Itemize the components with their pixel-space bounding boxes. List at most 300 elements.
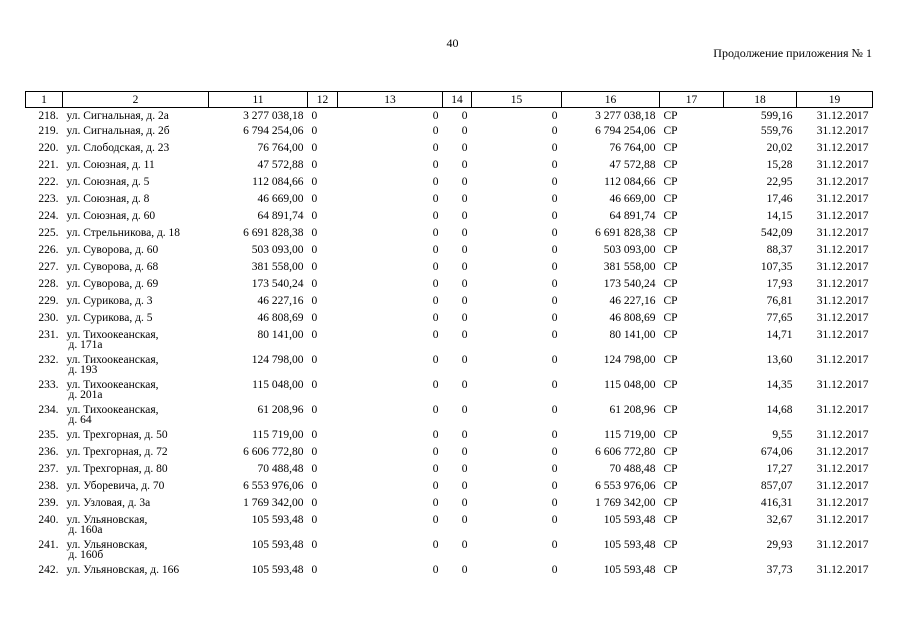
value-col-11: 46 808,69 [257, 311, 304, 324]
value-col-17: СР [663, 462, 678, 475]
table-header [26, 92, 873, 108]
address-line: ул. Слободская, д. 23 [66, 141, 170, 154]
value-col-18: 77,65 [766, 311, 793, 324]
value-col-16: 6 606 772,80 [595, 445, 656, 458]
value-col-14: 0 [461, 110, 468, 122]
value-col-16: 47 572,88 [609, 158, 656, 171]
row-number: 237. [38, 462, 59, 475]
value-col-15: 0 [551, 110, 558, 122]
value-col-19: 31.12.2017 [816, 311, 869, 324]
address-line: ул. Ульяновская, д. 166 [66, 563, 180, 576]
value-col-19: 31.12.2017 [816, 294, 869, 307]
value-col-14: 0 [461, 124, 468, 137]
value-col-19: 31.12.2017 [816, 462, 869, 475]
value-col-13: 0 [432, 538, 439, 551]
value-col-12: 0 [311, 428, 318, 441]
value-col-17: СР [663, 353, 678, 366]
table-row [26, 193, 873, 210]
value-col-18: 542,09 [760, 226, 793, 239]
column-header-13: 13 [338, 92, 443, 108]
value-col-19: 31.12.2017 [816, 175, 869, 188]
address-line: ул. Союзная, д. 5 [66, 175, 150, 188]
address-cell [63, 227, 209, 244]
value-col-11: 381 558,00 [251, 260, 304, 273]
value-col-11: 70 488,48 [257, 462, 304, 475]
value-col-19: 31.12.2017 [816, 445, 869, 458]
value-col-14: 0 [461, 277, 468, 290]
value-col-16: 105 593,48 [603, 513, 656, 526]
address-line: ул. Суворова, д. 68 [66, 260, 159, 273]
address-cell [63, 261, 209, 278]
value-col-16: 112 084,66 [604, 175, 656, 188]
value-col-13: 0 [432, 428, 439, 441]
address-line: ул. Узловая, д. 3а [66, 496, 151, 509]
address-line-continued: д. 64 [68, 413, 92, 426]
table-body [26, 108, 873, 581]
value-col-17: СР [663, 479, 678, 492]
value-col-16: 61 208,96 [609, 403, 656, 416]
value-col-14: 0 [461, 141, 468, 154]
table-row [26, 463, 873, 480]
value-col-19: 31.12.2017 [816, 226, 869, 239]
value-col-18: 107,35 [760, 260, 793, 273]
value-col-15: 0 [551, 209, 558, 222]
value-col-12: 0 [311, 538, 318, 551]
value-col-14: 0 [461, 479, 468, 492]
value-col-14: 0 [461, 243, 468, 256]
value-col-18: 88,37 [766, 243, 793, 256]
value-col-18: 14,15 [766, 209, 793, 222]
value-col-14: 0 [461, 428, 468, 441]
value-col-17: СР [663, 403, 678, 416]
table-row [26, 429, 873, 446]
value-col-19: 31.12.2017 [816, 496, 869, 509]
row-number: 234. [38, 403, 59, 416]
value-col-11: 105 593,48 [251, 513, 304, 526]
value-col-13: 0 [432, 124, 439, 137]
value-col-18: 17,27 [766, 462, 793, 475]
value-col-18: 22,95 [766, 175, 793, 188]
value-col-16: 124 798,00 [603, 353, 656, 366]
value-col-13: 0 [432, 294, 439, 307]
row-number: 223. [38, 192, 59, 205]
value-col-19: 31.12.2017 [816, 260, 869, 273]
value-col-11: 6 691 828,38 [243, 226, 304, 239]
row-number: 222. [38, 175, 59, 188]
value-col-11: 3 277 038,18 [243, 110, 304, 122]
value-col-17: СР [663, 260, 678, 273]
value-col-19: 31.12.2017 [816, 209, 869, 222]
header-row [26, 92, 873, 108]
value-col-14: 0 [461, 563, 468, 576]
value-col-17: СР [663, 209, 678, 222]
table-row [26, 261, 873, 278]
value-col-16: 115 719,00 [604, 428, 656, 441]
table-row [26, 514, 873, 539]
value-col-14: 0 [461, 378, 468, 391]
value-col-13: 0 [432, 378, 439, 391]
value-col-19: 31.12.2017 [816, 403, 869, 416]
value-col-17: СР [663, 328, 678, 341]
value-col-17: СР [663, 192, 678, 205]
value-col-12: 0 [311, 209, 318, 222]
table-row [26, 295, 873, 312]
value-col-15: 0 [551, 496, 558, 509]
address-line: ул. Тихоокеанская, [66, 403, 159, 416]
address-line: ул. Сигнальная, д. 2а [66, 110, 169, 122]
row-number: 239. [38, 496, 59, 509]
row-number: 233. [38, 378, 59, 391]
value-col-18: 17,46 [766, 192, 793, 205]
value-col-17: СР [663, 538, 678, 551]
address-cell [63, 354, 209, 379]
row-number: 220. [38, 141, 59, 154]
value-col-15: 0 [551, 192, 558, 205]
value-col-18: 857,07 [760, 479, 793, 492]
value-col-11: 173 540,24 [251, 277, 304, 290]
value-col-11: 80 141,00 [257, 328, 304, 341]
value-col-11: 6 794 254,06 [243, 124, 304, 137]
column-header-14: 14 [443, 92, 472, 108]
value-col-17: СР [663, 563, 678, 576]
value-col-11: 105 593,48 [251, 538, 304, 551]
value-col-17: СР [663, 277, 678, 290]
address-cell [63, 244, 209, 261]
page-number: 40 [446, 36, 459, 50]
column-header-17: 17 [660, 92, 724, 108]
row-number: 225. [38, 226, 59, 239]
value-col-14: 0 [461, 353, 468, 366]
value-col-14: 0 [461, 226, 468, 239]
value-col-18: 20,02 [766, 141, 793, 154]
value-col-17: СР [663, 513, 678, 526]
column-header-19: 19 [797, 92, 873, 108]
column-header-18: 18 [724, 92, 797, 108]
value-col-13: 0 [432, 563, 439, 576]
row-number: 240. [38, 513, 59, 526]
value-col-14: 0 [461, 496, 468, 509]
value-col-12: 0 [311, 175, 318, 188]
row-number: 224. [38, 209, 59, 222]
value-col-12: 0 [311, 445, 318, 458]
row-number: 231. [38, 328, 59, 341]
value-col-16: 46 669,00 [609, 192, 656, 205]
value-col-19: 31.12.2017 [816, 110, 869, 122]
value-col-12: 0 [311, 328, 318, 341]
value-col-11: 124 798,00 [251, 353, 304, 366]
address-line: ул. Уборевича, д. 70 [66, 479, 165, 492]
address-line-continued: д. 160б [68, 548, 104, 561]
row-number: 241. [38, 538, 59, 551]
table-row [26, 312, 873, 329]
value-col-14: 0 [461, 462, 468, 475]
value-col-11: 46 669,00 [257, 192, 304, 205]
value-col-16: 46 808,69 [609, 311, 656, 324]
value-col-14: 0 [461, 328, 468, 341]
address-line-continued: д. 171а [68, 338, 103, 351]
table-row [26, 244, 873, 261]
table-row [26, 329, 873, 354]
value-col-12: 0 [311, 479, 318, 492]
table-row [26, 108, 873, 125]
row-number: 229. [38, 294, 59, 307]
table-row [26, 354, 873, 379]
value-col-14: 0 [461, 175, 468, 188]
value-col-19: 31.12.2017 [816, 141, 869, 154]
table-row [26, 480, 873, 497]
value-col-18: 14,35 [766, 378, 793, 391]
address-line: ул. Тихоокеанская, [66, 378, 159, 391]
value-col-13: 0 [432, 209, 439, 222]
value-col-18: 416,31 [760, 496, 793, 509]
value-col-19: 31.12.2017 [816, 192, 869, 205]
address-line: ул. Трехгорная, д. 80 [66, 462, 168, 475]
value-col-11: 46 227,16 [257, 294, 304, 307]
registry-table [25, 91, 873, 581]
address-line: ул. Трехгорная, д. 50 [66, 428, 168, 441]
value-col-12: 0 [311, 403, 318, 416]
value-col-15: 0 [551, 538, 558, 551]
table-row [26, 142, 873, 159]
value-col-15: 0 [551, 260, 558, 273]
value-col-15: 0 [551, 328, 558, 341]
value-col-19: 31.12.2017 [816, 328, 869, 341]
value-col-12: 0 [311, 378, 318, 391]
value-col-18: 559,76 [760, 124, 793, 137]
table-row [26, 446, 873, 463]
value-col-15: 0 [551, 226, 558, 239]
address-line-continued: д. 201а [68, 388, 103, 401]
value-col-17: СР [663, 496, 678, 509]
address-line: ул. Союзная, д. 11 [66, 158, 155, 171]
value-col-14: 0 [461, 192, 468, 205]
value-col-11: 112 084,66 [252, 175, 304, 188]
value-col-13: 0 [432, 403, 439, 416]
address-cell [63, 539, 209, 564]
value-col-13: 0 [432, 462, 439, 475]
value-col-15: 0 [551, 462, 558, 475]
address-cell [63, 564, 209, 581]
value-col-19: 31.12.2017 [816, 513, 869, 526]
value-col-14: 0 [461, 294, 468, 307]
table-row [26, 176, 873, 193]
value-col-16: 115 048,00 [604, 378, 656, 391]
value-col-12: 0 [311, 277, 318, 290]
value-col-15: 0 [551, 445, 558, 458]
address-line: ул. Союзная, д. 60 [66, 209, 156, 222]
address-cell [63, 429, 209, 446]
column-header-16: 16 [562, 92, 660, 108]
value-col-15: 0 [551, 294, 558, 307]
value-col-11: 64 891,74 [257, 209, 304, 222]
address-line: ул. Сурикова, д. 5 [66, 311, 153, 324]
value-col-13: 0 [432, 260, 439, 273]
value-col-13: 0 [432, 243, 439, 256]
value-col-13: 0 [432, 445, 439, 458]
value-col-16: 6 691 828,38 [595, 226, 656, 239]
value-col-18: 15,28 [766, 158, 793, 171]
value-col-14: 0 [461, 403, 468, 416]
address-line: ул. Суворова, д. 60 [66, 243, 159, 256]
value-col-14: 0 [461, 513, 468, 526]
value-col-12: 0 [311, 226, 318, 239]
value-col-17: СР [663, 110, 678, 122]
value-col-15: 0 [551, 563, 558, 576]
row-number: 221. [38, 158, 59, 171]
value-col-18: 17,93 [766, 277, 793, 290]
address-cell [63, 142, 209, 159]
value-col-17: СР [663, 243, 678, 256]
address-cell [63, 480, 209, 497]
value-col-12: 0 [311, 124, 318, 137]
value-col-12: 0 [311, 563, 318, 576]
value-col-13: 0 [432, 175, 439, 188]
address-cell [63, 514, 209, 539]
value-col-11: 1 769 342,00 [243, 496, 304, 509]
address-cell [63, 404, 209, 429]
address-line-continued: д. 193 [68, 363, 98, 376]
value-col-14: 0 [461, 538, 468, 551]
table-row [26, 379, 873, 404]
value-col-17: СР [663, 378, 678, 391]
row-number: 242. [38, 563, 59, 576]
table-row [26, 497, 873, 514]
value-col-13: 0 [432, 311, 439, 324]
value-col-19: 31.12.2017 [816, 277, 869, 290]
value-col-16: 173 540,24 [603, 277, 656, 290]
value-col-17: СР [663, 141, 678, 154]
value-col-12: 0 [311, 110, 318, 122]
value-col-13: 0 [432, 192, 439, 205]
value-col-15: 0 [551, 378, 558, 391]
table-row [26, 159, 873, 176]
value-col-12: 0 [311, 496, 318, 509]
row-number: 236. [38, 445, 59, 458]
value-col-16: 381 558,00 [603, 260, 656, 273]
table-row [26, 539, 873, 564]
row-number: 219. [38, 124, 59, 137]
value-col-17: СР [663, 158, 678, 171]
value-col-12: 0 [311, 141, 318, 154]
table-row [26, 125, 873, 142]
value-col-12: 0 [311, 260, 318, 273]
table-row [26, 564, 873, 581]
row-number: 238. [38, 479, 59, 492]
value-col-11: 503 093,00 [251, 243, 304, 256]
address-line: ул. Сурикова, д. 3 [66, 294, 153, 307]
row-number: 235. [38, 428, 59, 441]
value-col-19: 31.12.2017 [816, 538, 869, 551]
value-col-13: 0 [432, 479, 439, 492]
address-cell [63, 295, 209, 312]
value-col-16: 80 141,00 [609, 328, 656, 341]
address-line: ул. Сигнальная, д. 2б [66, 124, 170, 137]
address-cell [63, 312, 209, 329]
value-col-18: 32,67 [766, 513, 793, 526]
address-cell [63, 379, 209, 404]
value-col-18: 37,73 [766, 563, 793, 576]
value-col-11: 6 606 772,80 [243, 445, 304, 458]
value-col-12: 0 [311, 192, 318, 205]
value-col-13: 0 [432, 513, 439, 526]
address-cell [63, 193, 209, 210]
address-line-continued: д. 160а [68, 523, 103, 536]
address-cell [63, 329, 209, 354]
value-col-11: 47 572,88 [257, 158, 304, 171]
value-col-12: 0 [311, 311, 318, 324]
address-cell [63, 497, 209, 514]
address-cell [63, 278, 209, 295]
address-cell [63, 159, 209, 176]
address-cell [63, 176, 209, 193]
appendix-continuation-note: Продолжение приложения № 1 [713, 46, 872, 60]
value-col-18: 674,06 [760, 445, 793, 458]
value-col-15: 0 [551, 513, 558, 526]
value-col-16: 64 891,74 [609, 209, 656, 222]
address-cell [63, 210, 209, 227]
value-col-15: 0 [551, 124, 558, 137]
value-col-12: 0 [311, 462, 318, 475]
value-col-15: 0 [551, 277, 558, 290]
value-col-11: 76 764,00 [257, 141, 304, 154]
value-col-14: 0 [461, 311, 468, 324]
table-row [26, 210, 873, 227]
address-cell [63, 108, 209, 125]
value-col-19: 31.12.2017 [816, 563, 869, 576]
value-col-15: 0 [551, 311, 558, 324]
value-col-18: 599,16 [760, 110, 793, 122]
value-col-16: 3 277 038,18 [595, 110, 656, 122]
value-col-17: СР [663, 294, 678, 307]
value-col-14: 0 [461, 158, 468, 171]
value-col-17: СР [663, 428, 678, 441]
value-col-19: 31.12.2017 [816, 124, 869, 137]
address-line: ул. Суворова, д. 69 [66, 277, 159, 290]
value-col-16: 503 093,00 [603, 243, 656, 256]
address-line: ул. Тихоокеанская, [66, 328, 159, 341]
address-cell [63, 446, 209, 463]
value-col-19: 31.12.2017 [816, 428, 869, 441]
value-col-16: 6 553 976,06 [595, 479, 656, 492]
value-col-19: 31.12.2017 [816, 243, 869, 256]
value-col-15: 0 [551, 353, 558, 366]
value-col-17: СР [663, 445, 678, 458]
column-header-1: 1 [26, 92, 63, 108]
value-col-15: 0 [551, 175, 558, 188]
value-col-11: 105 593,48 [251, 563, 304, 576]
table-row [26, 278, 873, 295]
value-col-12: 0 [311, 243, 318, 256]
value-col-16: 1 769 342,00 [595, 496, 656, 509]
value-col-12: 0 [311, 513, 318, 526]
value-col-14: 0 [461, 445, 468, 458]
address-line: ул. Ульяновская, [66, 538, 148, 551]
value-col-11: 115 719,00 [252, 428, 304, 441]
value-col-13: 0 [432, 496, 439, 509]
value-col-19: 31.12.2017 [816, 158, 869, 171]
row-number: 226. [38, 243, 59, 256]
value-col-18: 13,60 [766, 353, 793, 366]
value-col-12: 0 [311, 353, 318, 366]
address-cell [63, 463, 209, 480]
row-number: 228. [38, 277, 59, 290]
value-col-18: 76,81 [766, 294, 793, 307]
value-col-13: 0 [432, 353, 439, 366]
table-row [26, 404, 873, 429]
value-col-16: 6 794 254,06 [595, 124, 656, 137]
row-number: 232. [38, 353, 59, 366]
value-col-19: 31.12.2017 [816, 479, 869, 492]
